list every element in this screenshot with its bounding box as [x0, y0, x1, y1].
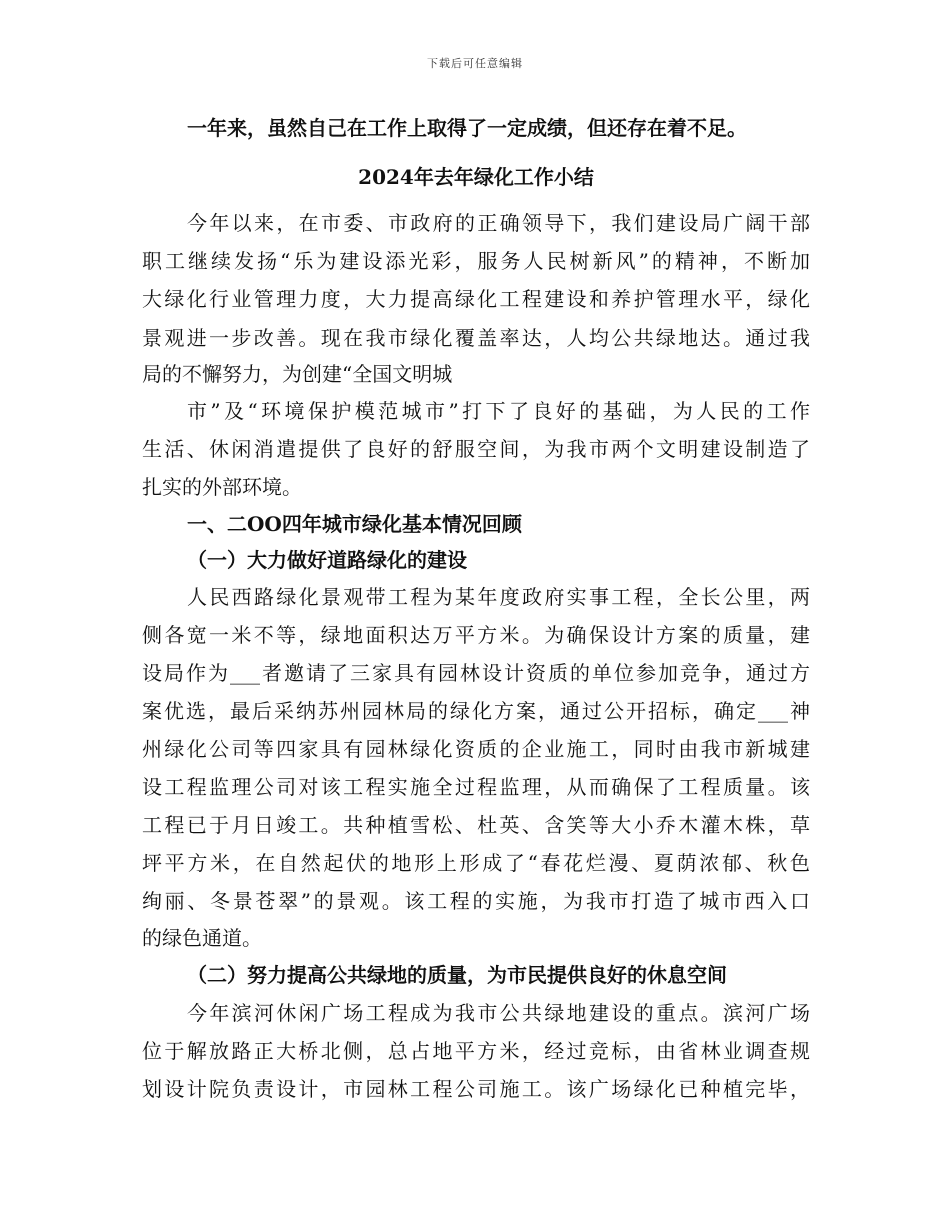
paragraph-3-line-7: 工程已于月日竣工。共种植雪松、杜英、含笑等大小乔木灌木株，草: [142, 813, 810, 837]
paragraph-4-line-3: 划设计院负责设计，市园林工程公司施工。该广场绿化已种植完毕，: [142, 1077, 810, 1101]
paragraph-1-line-1: 今年以来，在市委、市政府的正确领导下，我们建设局广阔干部: [187, 211, 810, 235]
paragraph-3-line-9: 绚丽、冬景苍翠”的景观。该工程的实施，为我市打造了城市西入口: [142, 889, 810, 913]
subsection-1-heading: （一）大力做好道路绿化的建设: [187, 548, 467, 572]
paragraph-3-line-5: 州绿化公司等四家具有园林绿化资质的企业施工，同时由我市新城建: [142, 737, 810, 761]
paragraph-1-line-3: 大绿化行业管理力度，大力提高绿化工程建设和养护管理水平，绿化: [142, 287, 810, 311]
paragraph-3-line-10: 的绿色通道。: [142, 926, 262, 950]
paragraph-1-line-2: 职工继续发扬“乐为建设添光彩，服务人民树新风”的精神，不断加: [142, 249, 810, 273]
paragraph-2-line-3: 扎实的外部环境。: [142, 475, 302, 499]
paragraph-1-line-5: 局的不懈努力，为创建“全国文明城: [142, 362, 453, 386]
paragraph-2-line-1: 市”及“环境保护模范城市”打下了良好的基础，为人民的工作: [187, 399, 810, 423]
section-1-heading: 一、二OO四年城市绿化基本情况回顾: [187, 512, 522, 536]
subsection-2-heading: （二）努力提高公共绿地的质量，为市民提供良好的休息空间: [187, 963, 727, 987]
paragraph-3-line-6: 设工程监理公司对该工程实施全过程监理，从而确保了工程质量。该: [142, 775, 810, 799]
paragraph-3-line-1: 人民西路绿化景观带工程为某年度政府实事工程，全长公里，两: [187, 585, 810, 609]
paragraph-2-line-2: 生活、休闲消遣提供了良好的舒服空间，为我市两个文明建设制造了: [142, 437, 810, 461]
paragraph-3-line-8: 坪平方米，在自然起伏的地形上形成了“春花烂漫、夏荫浓郁、秋色: [142, 851, 810, 875]
document-title: 2024年去年绿化工作小结: [358, 165, 594, 189]
paragraph-4-line-2: 位于解放路正大桥北侧，总占地平方米，经过竞标，由省林业调查规: [142, 1039, 810, 1063]
paragraph-3-line-3: 设局作为___者邀请了三家具有园林设计资质的单位参加竞争，通过方: [142, 661, 810, 685]
paragraph-3-line-4: 案优选，最后采纳苏州园林局的绿化方案，通过公开招标，确定___神: [142, 699, 810, 723]
intro-line: 一年来，虽然自己在工作上取得了一定成绩，但还存在着不足。: [187, 116, 747, 140]
paragraph-1-line-4: 景观进一步改善。现在我市绿化覆盖率达，人均公共绿地达。通过我: [142, 326, 810, 350]
header-note: 下载后可任意编辑: [427, 57, 523, 70]
paragraph-3-line-2: 侧各宽一米不等，绿地面积达万平方米。为确保设计方案的质量，建: [142, 623, 810, 647]
paragraph-4-line-1: 今年滨河休闲广场工程成为我市公共绿地建设的重点。滨河广场: [187, 1001, 810, 1025]
